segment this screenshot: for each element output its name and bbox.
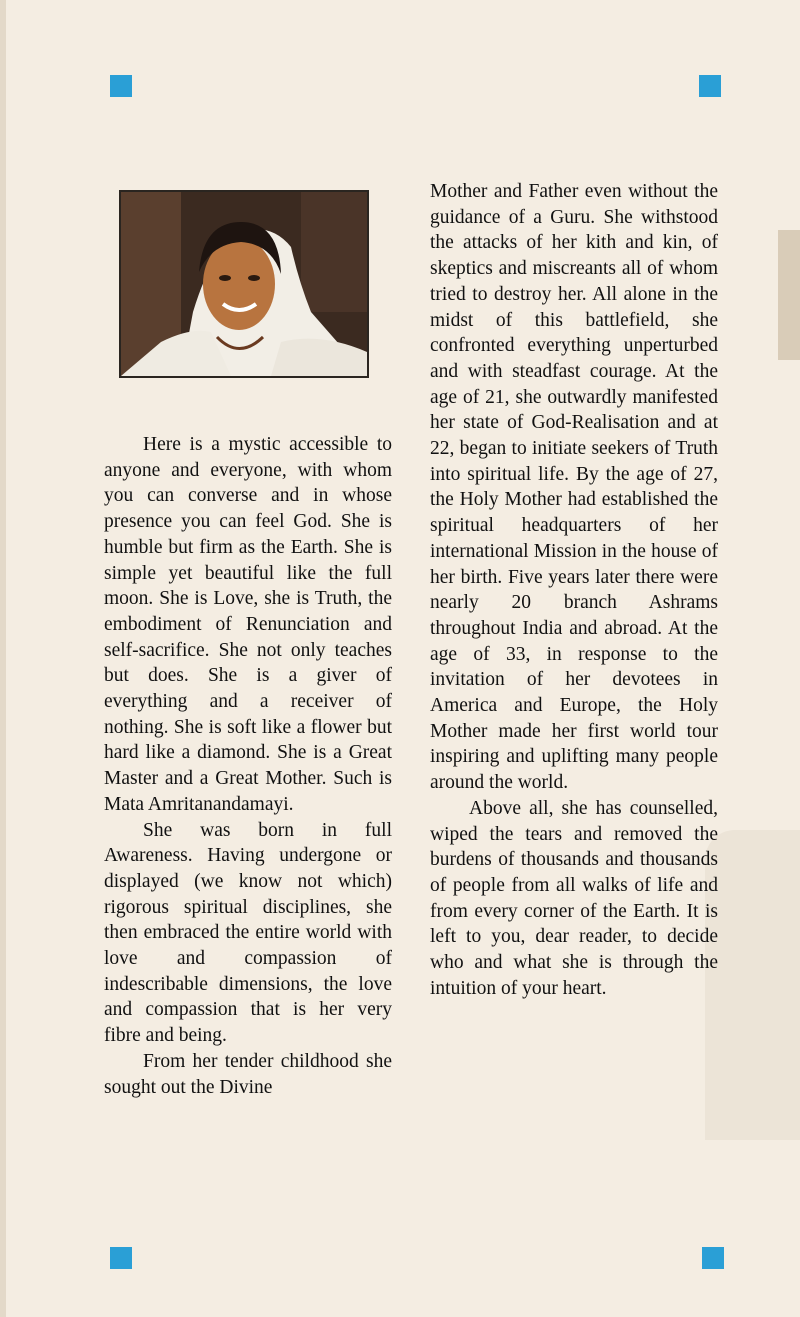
corner-marker-bottom-right: [702, 1247, 724, 1269]
paragraph: She was born in full Awareness. Having undergone or displayed (we know not which) rigorous spiritual disciplines, she then embraced the entire world with love and compassion of indescribable dimensions, the love and compassion that is her very fibre and being.: [104, 819, 392, 1047]
corner-marker-top-left: [110, 75, 132, 97]
portrait-image: [121, 192, 367, 376]
portrait-photo: [119, 190, 369, 378]
corner-marker-top-right: [699, 75, 721, 97]
text-column-right: [430, 179, 718, 1002]
corner-marker-bottom-left: [110, 1247, 132, 1269]
cover-tear-top: [778, 230, 800, 360]
cover-tear-bottom: [705, 830, 800, 1140]
paragraph: Above all, she has counselled, wiped the tears and removed the burdens of thousands and thousands of people from all walks of life and from every corner of the Earth. It is left to you, dear reader, to decide who and what she is through the intuition of your heart.: [430, 797, 718, 999]
paragraph: From her tender childhood she sought out the Divine: [104, 1050, 392, 1098]
text-column-left: [104, 432, 392, 1100]
page-edge: [0, 0, 6, 1317]
paragraph: Here is a mystic accessible to anyone and everyone, with whom you can converse and in whose presence you can feel God. She is humble but firm as the Earth. She is simple yet beautiful like the full moon. She is Love, she is Truth, the embodiment of Renunciation and self-sacrifice. She not only teaches but does. She is a giver of everything and a receiver of nothing. She is soft like a flower but hard like a diamond. She is a Great Master and a Great Mother. Such is Mata Amritanandamayi.: [104, 434, 392, 815]
paragraph: Mother and Father even without the guidance of a Guru. She withstood the attacks of her kith and kin, of skeptics and miscreants all of whom tried to destroy her. All alone in the midst of this battlefield, she confronted everything unperturbed and with steadfast courage. At the age of 21, she outwardly manifested her state of God-Realisation and at 22, began to initiate seekers of Truth into spiritual life. By the age of 27, the Holy Mother had established the spiritual headquarters of her international Mission in the house of her birth. Five years later there were nearly 20 branch Ashrams throughout India and abroad. At the age of 33, in response to the invitation of her devotees in America and Europe, the Holy Mother made her first world tour inspiring and uplifting many people around the world.: [430, 181, 718, 794]
